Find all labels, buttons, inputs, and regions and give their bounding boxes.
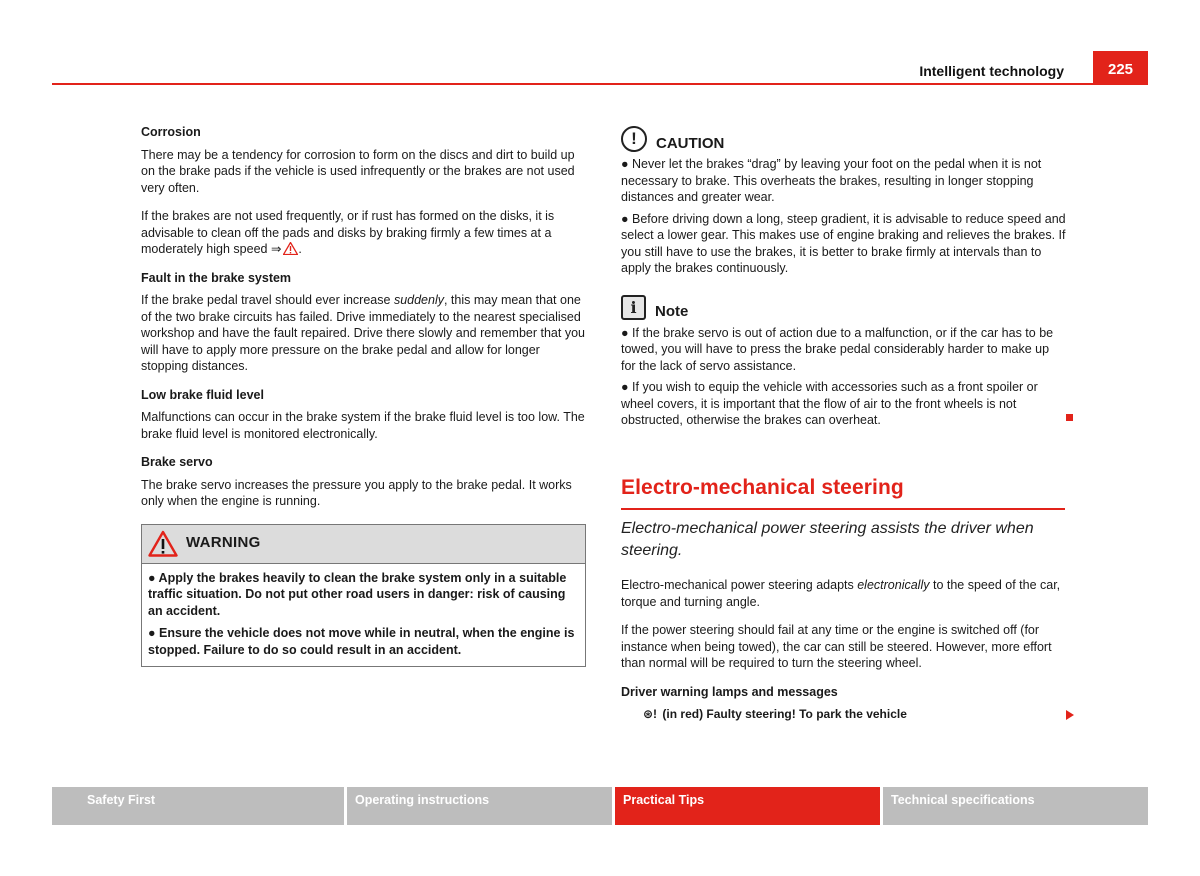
steering-warning-lamp-icon: ⊛! (643, 707, 658, 721)
fault-paragraph (141, 292, 586, 375)
warning-triangle-icon (148, 530, 178, 557)
info-icon: i (621, 295, 646, 320)
fault-text-emphasis: suddenly (393, 293, 444, 307)
corrosion-paragraph-2-end: . (298, 242, 302, 256)
steering-text-a: Electro-mechanical power steering adapts (621, 578, 858, 592)
corrosion-paragraph-2-text: If the brakes are not used frequently, or if rust has formed on the disks, it is advisable to clean off the pads and disks by braking firmly a few times at a moderately high speed ⇒ (141, 209, 555, 256)
servo-heading: Brake servo (141, 455, 213, 469)
steering-text-emphasis: electronically (857, 578, 930, 592)
steering-title-rule (621, 508, 1065, 510)
note-item: ● If you wish to equip the vehicle with accessories such as a front spoiler or wheel covers, it is important that the flow of air to the front wheels is not obstructed, otherwise the brakes can overheat. (621, 380, 1038, 427)
tab-practical-tips[interactable]: Practical Tips (615, 787, 880, 825)
steering-paragraph-1 (621, 577, 1067, 610)
warning-header (142, 525, 585, 564)
caution-title: CAUTION (656, 134, 725, 152)
fluid-paragraph: Malfunctions can occur in the brake system if the brake fluid level is too low. The brake fluid level is monitored electronically. (141, 410, 585, 441)
left-column (141, 124, 586, 667)
caution-item: ● Never let the brakes “drag” by leaving your foot on the pedal when it is not necessary to brake. This overheats the brakes, resulting in longer stopping distances and greater wear. (621, 157, 1042, 204)
continue-arrow-icon (1066, 710, 1074, 720)
caution-header (621, 124, 1067, 154)
fault-text-a: If the brake pedal travel should ever increase (141, 293, 394, 307)
fluid-heading: Low brake fluid level (141, 387, 264, 402)
tab-operating-instructions[interactable]: Operating instructions (347, 787, 612, 825)
footer-nav (52, 787, 1148, 825)
header-rule (52, 83, 1148, 85)
section-end-marker (1066, 414, 1073, 421)
warning-item: ● Ensure the vehicle does not move while in neutral, when the engine is stopped. Failure to do so could result in an accident. (148, 626, 575, 657)
page-number: 225 (1093, 51, 1148, 84)
caution-item: ● Before driving down a long, steep gradient, it is advisable to reduce speed and select a lower gear. This makes use of engine braking and relieves the brakes. If you still have to use the brakes, it is better to brake firmly at intervals than to apply the brakes continuously. (621, 211, 1066, 275)
steering-text-b: to the speed of the car, torque and turning angle. (621, 578, 1061, 609)
note-item: ● If the brake servo is out of action due to a malfunction, or if the car has to be towed, you will have to press the brake pedal considerably harder to make up for the lack of servo assistance. (621, 325, 1054, 373)
caution-exclamation-icon: ! (621, 126, 647, 152)
note-title: Note (655, 303, 689, 321)
caution-body (621, 156, 1067, 277)
section-title: Intelligent technology (919, 63, 1064, 79)
lamp-message-text: (in red) Faulty steering! To park the vehicle (662, 707, 907, 721)
servo-paragraph: The brake servo increases the pressure you apply to the brake pedal. It works only when the engine is running. (141, 477, 572, 508)
note-header (621, 293, 1067, 323)
fault-text-b: , this may mean that one of the two brake circuits has failed. Drive immediately to the nearest specialised workshop and have the fault repaired. Drive there slowly and remember that you will have to apply more pressure on the brake pedal and allow for longer stopping distances. (141, 293, 585, 373)
lamp-message (643, 706, 1067, 723)
warning-body (142, 564, 585, 667)
tab-safety-first[interactable]: Safety First (52, 787, 344, 825)
note-body (621, 325, 1067, 429)
warning-triangle-icon (283, 242, 298, 255)
steering-section (621, 518, 1067, 723)
corrosion-heading: Corrosion (141, 125, 201, 139)
warning-item: ● Apply the brakes heavily to clean the brake system only in a suitable traffic situation. Do not put other road users in danger: risk of causing an accident. (148, 570, 567, 618)
warning-title: WARNING (186, 534, 261, 552)
corrosion-paragraph-2 (141, 208, 586, 258)
steering-section-title: Electro-mechanical steering (621, 476, 904, 499)
steering-paragraph-2: If the power steering should fail at any time or the engine is switched off (for instance when being towed), the car can still be steered. However, more effort than normal will be required to turn the steering wheel. (621, 623, 1052, 670)
tab-technical-specifications[interactable]: Technical specifications (883, 787, 1148, 825)
steering-lead: Electro-mechanical power steering assists the driver when steering. (621, 520, 1034, 559)
lamps-heading: Driver warning lamps and messages (621, 684, 838, 699)
warning-box (141, 524, 586, 668)
right-column (621, 124, 1067, 434)
fault-heading: Fault in the brake system (141, 270, 292, 285)
corrosion-paragraph-1: There may be a tendency for corrosion to form on the discs and dirt to build up on the brake pads if the vehicle is used infrequently or the brakes are not used very often. (141, 147, 575, 195)
